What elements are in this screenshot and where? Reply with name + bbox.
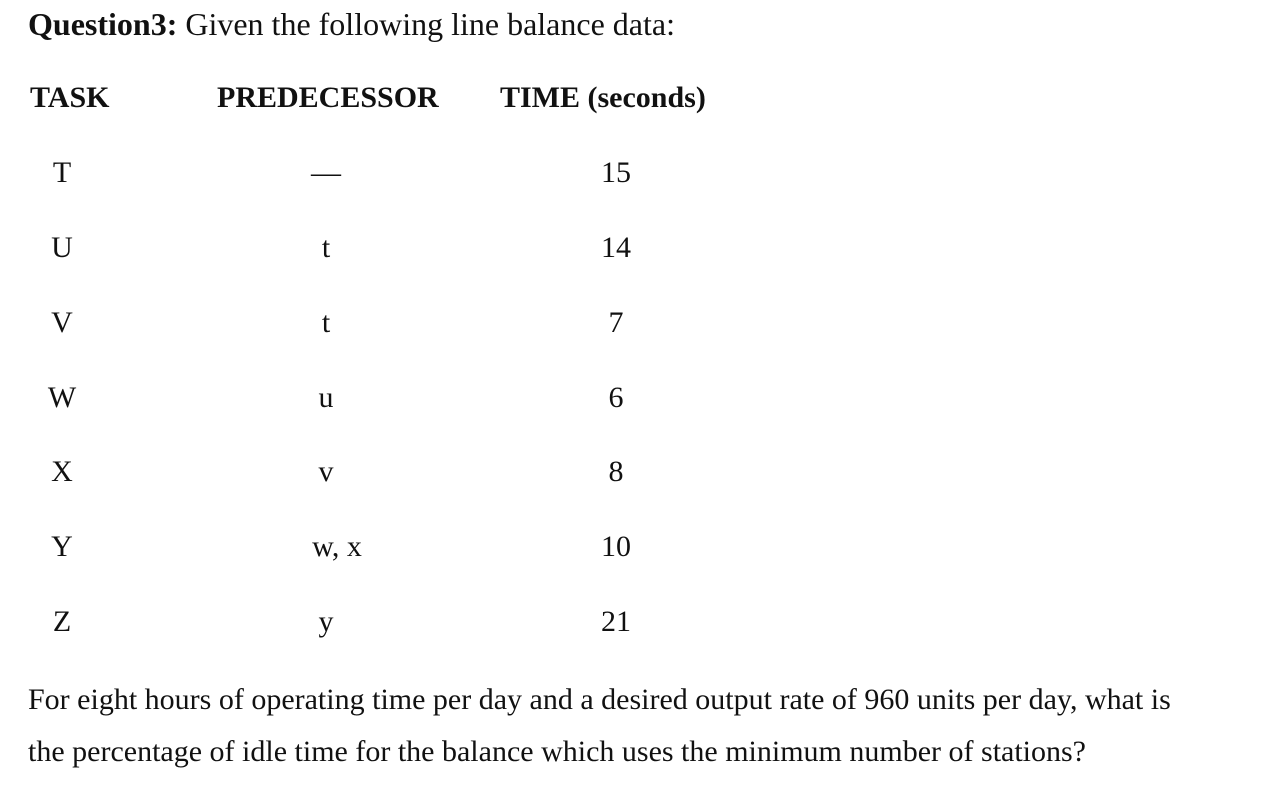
question-intro: Given the following line balance data: (177, 6, 675, 42)
predecessor-cell: v (318, 455, 334, 488)
table-row (0, 602, 1266, 642)
column-header-time: TIME (seconds) (500, 81, 706, 114)
predecessor-cell: y (318, 605, 334, 638)
question-line-1: For eight hours of operating time per day and a desired output rate of 960 units per day, what is (28, 683, 1171, 716)
task-cell: X (51, 455, 73, 488)
predecessor-cell: w, x (312, 530, 362, 563)
table-row (0, 153, 1266, 193)
task-cell: V (51, 306, 73, 339)
task-cell: T (52, 156, 72, 189)
table-row (0, 452, 1266, 492)
table-row (0, 303, 1266, 343)
predecessor-cell: t (321, 231, 331, 264)
task-cell: U (51, 231, 73, 264)
table-row (0, 228, 1266, 268)
task-cell: Y (51, 530, 73, 563)
column-header-task: TASK (30, 81, 110, 114)
task-cell: W (47, 381, 77, 414)
question-number: Question3: (28, 6, 178, 42)
question-text (28, 674, 1253, 778)
time-cell: 6 (608, 381, 624, 414)
time-cell: 10 (601, 530, 631, 563)
time-cell: 21 (601, 605, 631, 638)
predecessor-cell: u (318, 381, 334, 414)
question-line-2: the percentage of idle time for the balance which uses the minimum number of stations? (28, 735, 1086, 768)
predecessor-cell: — (311, 156, 341, 189)
time-cell: 8 (608, 455, 624, 488)
table-row (0, 527, 1266, 567)
time-cell: 15 (601, 156, 631, 189)
column-header-predecessor: PREDECESSOR (217, 81, 439, 114)
table-row (0, 378, 1266, 418)
time-cell: 14 (601, 231, 631, 264)
task-cell: Z (52, 605, 72, 638)
predecessor-cell: t (321, 306, 331, 339)
time-cell: 7 (608, 306, 624, 339)
